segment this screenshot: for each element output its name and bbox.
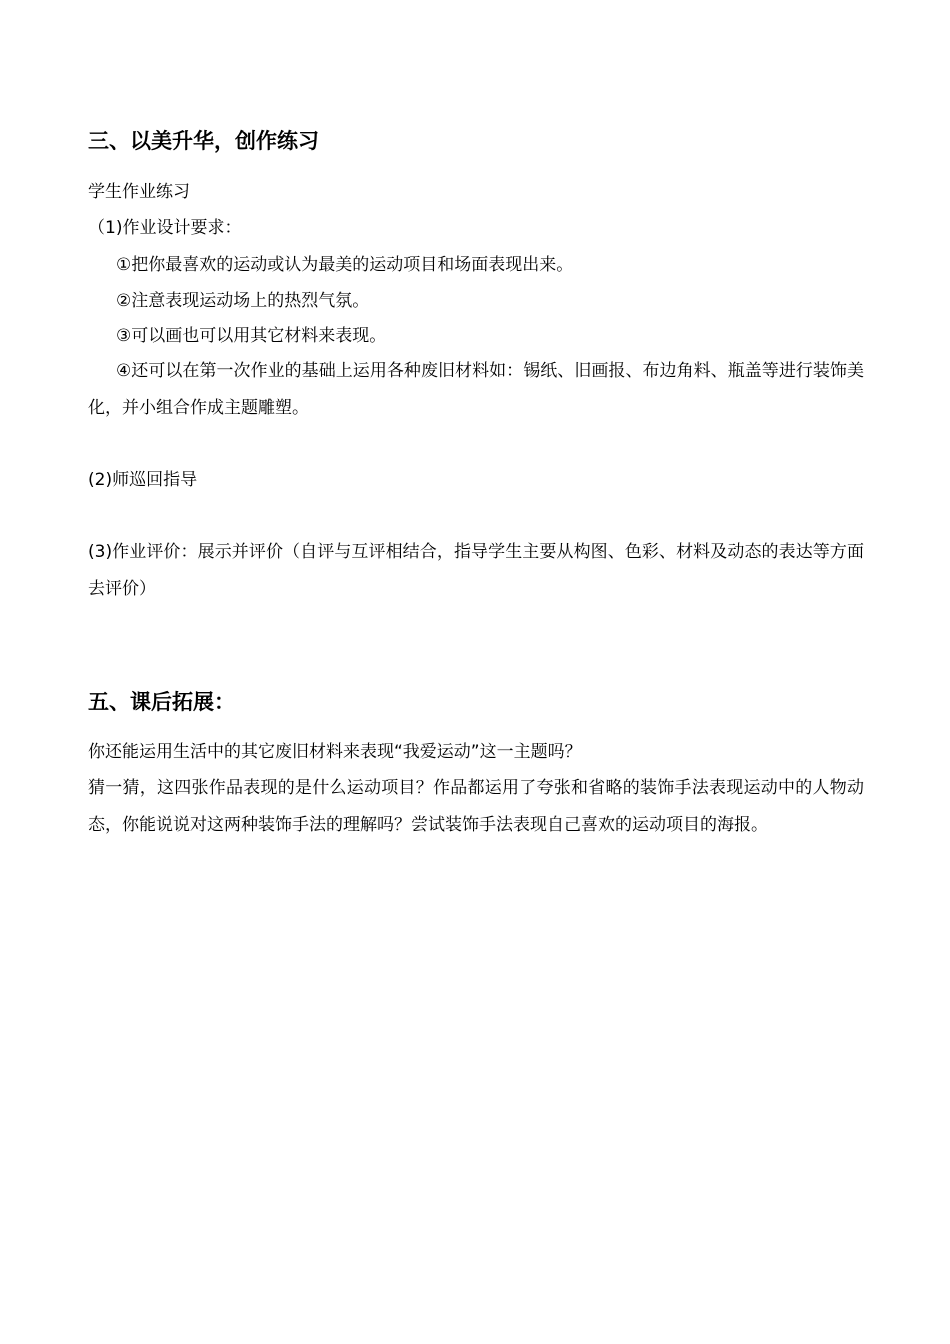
requirement-item-2: ②注意表现运动场上的热烈气氛。 bbox=[116, 291, 370, 311]
requirement-item-4: ④还可以在第一次作业的基础上运用各种废旧材料如：锡纸、旧画报、布边角料、瓶盖等进行装饰美化，并小组合作成主题雕塑。 bbox=[88, 361, 864, 418]
section-5-heading: 五、课后拓展： bbox=[88, 690, 235, 714]
section-5-paragraph: 猜一猜，这四张作品表现的是什么运动项目？作品都运用了夸张和省略的装饰手法表现运动中的人物动态，你能说说对这两种装饰手法的理解吗？尝试装饰手法表现自己喜欢的运动项目的海报。 bbox=[88, 778, 864, 835]
requirement-item-3: ③可以画也可以用其它材料来表现。 bbox=[116, 326, 387, 346]
step-3-evaluation: (3)作业评价：展示并评价（自评与互评相结合，指导学生主要从构图、色彩、材料及动态的表达等方面去评价） bbox=[88, 542, 864, 599]
requirement-item-1: ①把你最喜欢的运动或认为最美的运动项目和场面表现出来。 bbox=[116, 255, 574, 275]
requirements-title: （1)作业设计要求： bbox=[88, 218, 242, 238]
section-3-intro: 学生作业练习 bbox=[88, 182, 190, 202]
section-5-question: 你还能运用生活中的其它废旧材料来表现“我爱运动”这一主题吗？ bbox=[88, 742, 582, 762]
section-3-heading: 三、以美升华，创作练习 bbox=[88, 129, 319, 153]
step-2-guidance: (2)师巡回指导 bbox=[88, 470, 198, 490]
